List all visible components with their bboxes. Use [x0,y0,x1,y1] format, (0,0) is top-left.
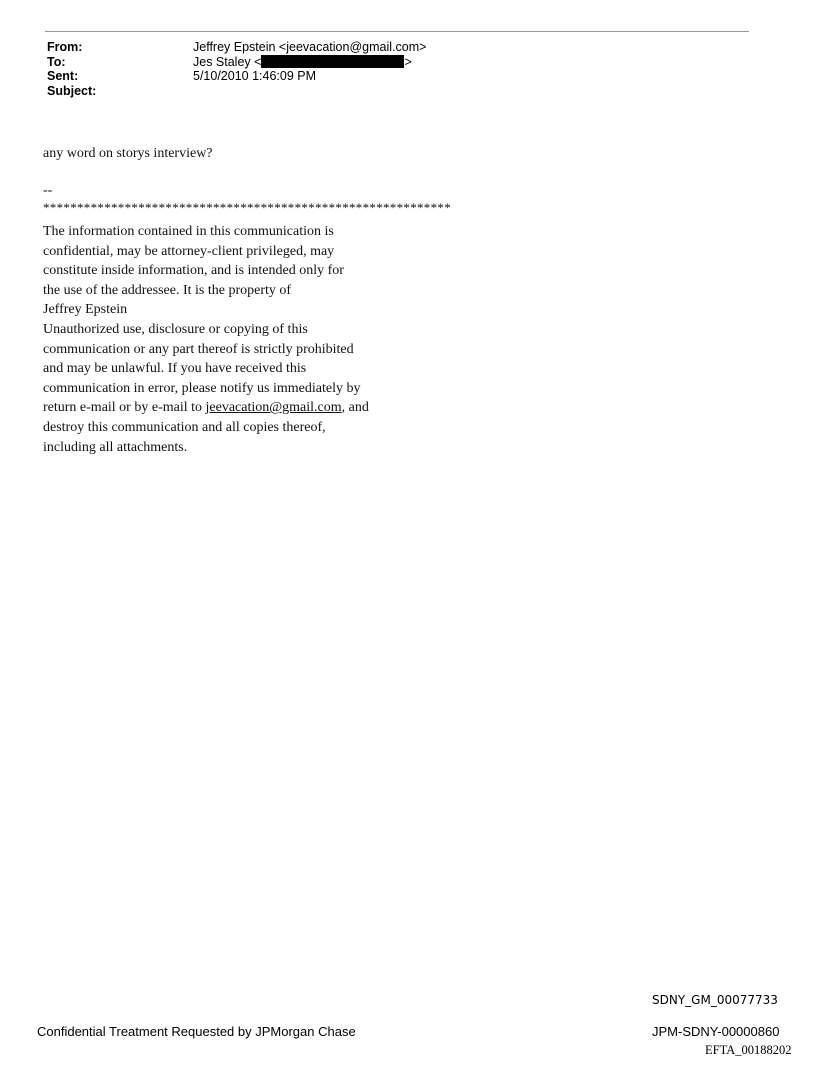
sent-row [47,69,426,84]
jpm-bates-number: JPM-SDNY-00000860 [652,1024,780,1039]
subject-row [47,84,426,99]
disclaimer-line: communication in error, please notify us immediately by [43,380,361,396]
return-prefix: return e-mail or by e-mail to [43,400,206,416]
disclaimer-line: communication or any part thereof is strictly prohibited [43,341,354,357]
from-row [47,40,426,55]
to-prefix: Jes Staley < [193,54,262,69]
redaction-box [261,55,404,68]
email-header [47,40,426,98]
disclaimer-line: the use of the addressee. It is the property of [43,282,292,298]
subject-label: Subject: [47,83,97,98]
to-value [193,55,412,70]
message-text: any word on storys interview? [43,146,213,161]
header-divider [45,31,749,32]
from-label: From: [47,40,83,54]
email-link[interactable]: jeevacation@gmail.com [205,400,342,416]
to-label: To: [47,54,66,69]
efta-bates-number: EFTA_00188202 [705,1043,792,1057]
disclaimer-line-with-link [43,398,369,418]
asterisk-divider: ************************************************************ [43,200,451,215]
disclaimer-line: destroy this communication and all copies thereof, [43,419,326,435]
disclaimer-line: confidential, may be attorney-client privileged, may [43,243,335,259]
to-row [47,55,426,70]
return-suffix: , and [341,400,369,416]
signature-separator: -- [43,183,53,198]
sent-label: Sent: [47,69,79,83]
disclaimer-line: The information contained in this communication is [43,224,334,239]
from-value: Jeffrey Epstein <jeevacation@gmail.com> [193,40,427,54]
disclaimer-line: including all attachments. [43,439,188,455]
disclaimer-line: and may be unlawful. If you have received this [43,361,307,377]
to-suffix: > [404,54,412,69]
sdny-bates-number: SDNY_GM_00077733 [652,993,778,1007]
sent-value: 5/10/2010 1:46:09 PM [193,69,317,83]
disclaimer-line: Unauthorized use, disclosure or copying of this [43,321,308,337]
confidentiality-disclaimer [43,222,369,457]
confidential-treatment-notice: Confidential Treatment Requested by JPMorgan Chase [37,1024,356,1039]
disclaimer-line: Jeffrey Epstein [43,302,128,318]
disclaimer-line: constitute inside information, and is intended only for [43,263,344,279]
